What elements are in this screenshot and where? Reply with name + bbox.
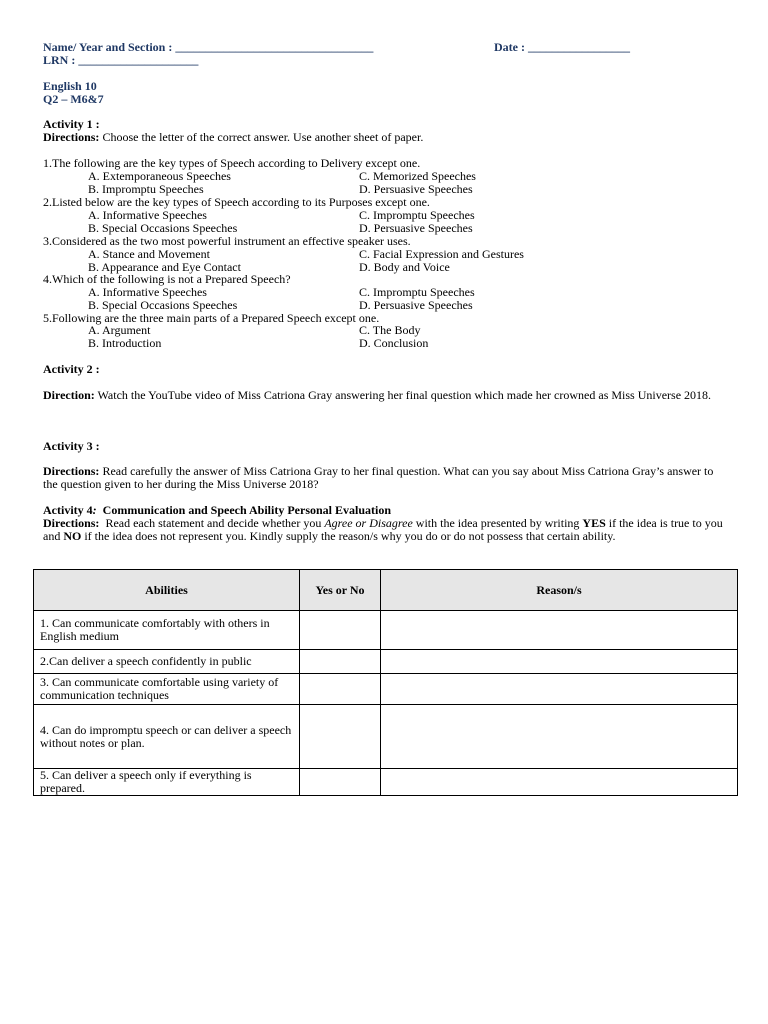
table-row [34,705,738,769]
q2-option-a: A. Informative Speeches [88,208,207,222]
yes-no-cell[interactable] [300,769,381,796]
activity1-directions: Directions: Choose the letter of the correct answer. Use another sheet of paper. [43,130,424,144]
q1-option-b: B. Impromptu Speeches [88,182,204,196]
reason-cell[interactable] [381,769,738,796]
q5-option-d: D. Conclusion [359,336,429,350]
activity2-title: Activity 2 : [43,362,100,376]
q1-option-d: D. Persuasive Speeches [359,182,473,196]
question-4: 4.Which of the following is not a Prepared Speech? [43,272,291,286]
activity2-direction: Direction: Watch the YouTube video of Miss Catriona Gray answering her final question which made her crowned as Miss Universe 2018. [43,388,712,402]
ability-cell: 4. Can do impromptu speech or can deliver a speech without notes or plan. [34,705,300,769]
activity3-title: Activity 3 : [43,439,100,453]
question-2: 2.Listed below are the key types of Speech according to its Purposes except one. [43,195,430,209]
yes-no-header: Yes or No [300,570,381,611]
q2-option-c: C. Impromptu Speeches [359,208,475,222]
yes-no-cell[interactable] [300,705,381,769]
q1-option-c: C. Memorized Speeches [359,169,476,183]
q3-option-a: A. Stance and Movement [88,247,210,261]
q4-option-d: D. Persuasive Speeches [359,298,473,312]
yes-no-cell[interactable] [300,674,381,705]
question-1: 1.The following are the key types of Speech according to Delivery except one. [43,156,421,170]
module-code: Q2 – M6&7 [43,92,104,106]
yes-no-cell[interactable] [300,650,381,674]
reason-cell[interactable] [381,705,738,769]
q3-option-b: B. Appearance and Eye Contact [88,260,241,274]
q5-option-a: A. Argument [88,323,151,337]
reasons-header: Reason/s [381,570,738,611]
q5-option-c: C. The Body [359,323,421,337]
lrn-line: LRN : ____________________ [43,53,199,67]
table-row [34,769,738,796]
ability-cell: 1. Can communicate comfortably with others in English medium [34,611,300,650]
ability-cell: 5. Can deliver a speech only if everything is prepared. [34,769,300,796]
activity4-directions: Directions: Read each statement and decide whether you Agree or Disagree with the idea presented by writing YES if the idea is true to you and NO if the idea does not represent you. Kindly supply the reason/s why you do or do not possess that certain ability. [43,516,723,543]
q1-option-a: A. Extemporaneous Speeches [88,169,231,183]
reason-cell[interactable] [381,611,738,650]
name-year-section-line: Name/ Year and Section : _________________________________ [43,40,374,54]
ability-cell: 3. Can communicate comfortable using variety of communication techniques [34,674,300,705]
activity1-title: Activity 1 : [43,117,100,131]
abilities-header: Abilities [34,570,300,611]
q4-option-b: B. Special Occasions Speeches [88,298,238,312]
q2-option-d: D. Persuasive Speeches [359,221,473,235]
activity3-directions: Directions: Read carefully the answer of Miss Catriona Gray to her final question. What can you say about Miss Catriona Gray’s answer to the question given to her during the Miss Universe 2018? [43,464,714,491]
table-row [34,611,738,650]
activity4-title: Activity 4: Communication and Speech Ability Personal Evaluation [43,503,392,517]
q4-option-c: C. Impromptu Speeches [359,285,475,299]
evaluation-table [33,569,738,796]
table-row [34,650,738,674]
q3-option-d: D. Body and Voice [359,260,450,274]
table-row [34,674,738,705]
subject-title: English 10 [43,79,97,93]
date-line: Date : _________________ [494,40,630,54]
question-3: 3.Considered as the two most powerful instrument an effective speaker uses. [43,234,411,248]
yes-no-cell[interactable] [300,611,381,650]
q3-option-c: C. Facial Expression and Gestures [359,247,524,261]
question-5: 5.Following are the three main parts of a Prepared Speech except one. [43,311,380,325]
reason-cell[interactable] [381,650,738,674]
ability-cell: 2.Can deliver a speech confidently in public [34,650,300,674]
q2-option-b: B. Special Occasions Speeches [88,221,238,235]
q5-option-b: B. Introduction [88,336,162,350]
reason-cell[interactable] [381,674,738,705]
table-header-row [34,570,738,611]
q4-option-a: A. Informative Speeches [88,285,207,299]
